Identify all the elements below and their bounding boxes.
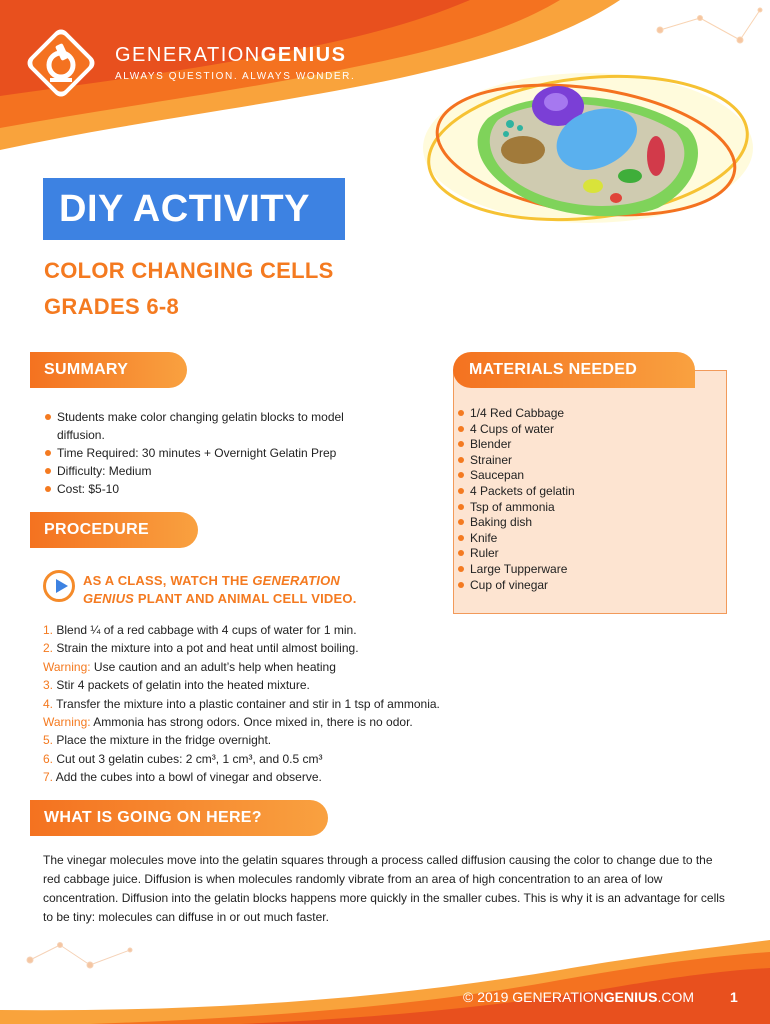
copyright-bold: GENIUS [603, 989, 658, 1005]
generation-genius-logo [20, 22, 102, 104]
step-number: 6. [43, 751, 54, 766]
warning-label: Warning: [43, 659, 91, 674]
step-text: Strain the mixture into a pot and heat until almost boiling. [56, 641, 359, 656]
diy-activity-badge [43, 178, 345, 240]
step-text: Place the mixture in the fridge overnight. [56, 733, 272, 748]
material-item: Blender [456, 437, 575, 453]
material-item: 1/4 Red Cabbage [456, 406, 575, 422]
video-text-italic2: GENIUS [83, 591, 135, 606]
step-text: Add the cubes into a bowl of vinegar and observe. [55, 770, 322, 785]
step-text: Ammonia has strong odors. Once mixed in, there is no odor. [93, 715, 413, 730]
procedure-step [43, 768, 440, 786]
material-item: 4 Packets of gelatin [456, 484, 575, 500]
summary-heading: SUMMARY [30, 352, 187, 388]
procedure-step [43, 676, 440, 694]
procedure-step [43, 731, 440, 749]
summary-item: Difficulty: Medium [43, 462, 383, 480]
copyright-prefix: © 2019 GENERATION [463, 989, 604, 1005]
procedure-step [43, 621, 440, 639]
explanation-heading: WHAT IS GOING ON HERE? [30, 800, 328, 836]
activity-title: COLOR CHANGING CELLS [44, 258, 334, 283]
materials-heading: MATERIALS NEEDED [453, 352, 695, 388]
footer-banner [0, 930, 770, 1024]
video-text-part1: AS A CLASS, WATCH THE [83, 573, 253, 588]
brand-name-light: GENERATION [115, 44, 261, 66]
brand [115, 44, 355, 82]
copyright-suffix: .COM [657, 989, 695, 1005]
material-item: Baking dish [456, 515, 575, 531]
grade-level: GRADES 6-8 [44, 294, 180, 319]
material-item: Strainer [456, 453, 575, 469]
brand-name-bold: GENIUS [260, 44, 347, 66]
explanation-paragraph: The vinegar molecules move into the gelatin squares through a process called diffusion causing the color to change due to the red cabbage juice. Diffusion is when molecules randomly vibrate from an area of high concentration to an area of low concentration. Diffusion into the gelatin blocks happens more quickly in the smaller cubes. This is why it is an advantage for cells to be tiny: molecules can diffuse in or out much faster. [43, 853, 725, 924]
summary-item: Time Required: 30 minutes + Overnight Gelatin Prep [43, 444, 383, 462]
warning-label: Warning: [43, 715, 91, 730]
video-text-part2: PLANT AND ANIMAL CELL VIDEO. [134, 591, 357, 606]
step-number: 1. [43, 623, 54, 637]
step-number: 3. [43, 678, 54, 693]
brand-name [115, 44, 355, 67]
material-item: Ruler [456, 546, 575, 562]
warning-row [43, 713, 440, 731]
material-item: Saucepan [456, 468, 575, 484]
materials-list [456, 406, 575, 593]
step-text: Stir 4 packets of gelatin into the heated mixture. [56, 678, 310, 693]
procedure-steps [43, 621, 440, 787]
summary-list [43, 408, 383, 498]
summary-item: Students make color changing gelatin blocks to model diffusion. [43, 408, 383, 444]
step-text: Use caution and an adult’s help when heating [93, 659, 336, 674]
diy-activity-label: DIY ACTIVITY [59, 188, 310, 230]
step-number: 7. [43, 770, 54, 785]
brand-tagline: ALWAYS QUESTION. ALWAYS WONDER. [115, 71, 356, 82]
material-item: Knife [456, 531, 575, 547]
watch-video-instruction [83, 572, 357, 608]
footer-copyright [463, 989, 694, 1005]
material-item: Cup of vinegar [456, 578, 575, 594]
step-text: Cut out 3 gelatin cubes: 2 cm³, 1 cm³, and 0.5 cm³ [56, 751, 323, 766]
step-number: 2. [43, 641, 54, 656]
procedure-step [43, 750, 440, 768]
material-item: Tsp of ammonia [456, 500, 575, 516]
warning-row [43, 658, 440, 676]
video-text-italic1: GENERATION [252, 573, 341, 588]
step-number: 5. [43, 733, 54, 748]
material-item: 4 Cups of water [456, 422, 575, 438]
procedure-heading: PROCEDURE [30, 512, 198, 548]
plant-cell-illustration [418, 58, 758, 248]
step-text: Blend ¼ of a red cabbage with 4 cups of water for 1 min. [56, 623, 357, 637]
material-item: Large Tupperware [456, 562, 575, 578]
procedure-step [43, 639, 440, 657]
step-text: Transfer the mixture into a plastic container and stir in 1 tsp of ammonia. [56, 696, 440, 711]
step-number: 4. [43, 696, 54, 711]
summary-item: Cost: $5-10 [43, 480, 383, 498]
play-video-icon[interactable] [43, 570, 75, 602]
page-number: 1 [730, 989, 738, 1005]
procedure-step [43, 695, 440, 713]
